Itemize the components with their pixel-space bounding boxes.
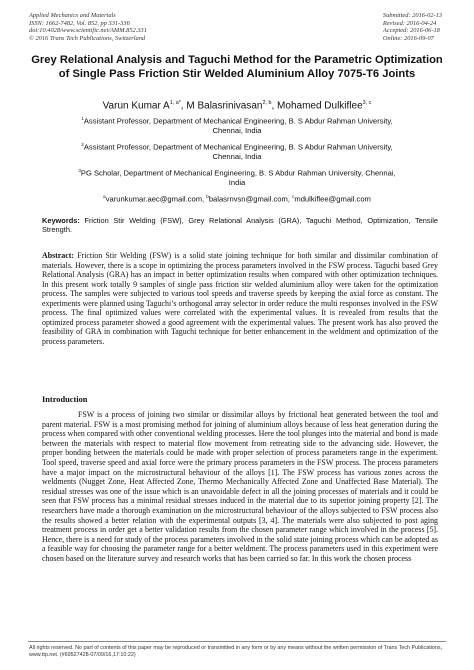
abstract-label: Abstract: — [42, 251, 74, 260]
abstract-text: Friction Stir Welding (FSW) is a solid state joining technique for both similar and dissimilar combination of materials. However, there is a scope in optimizing the process parameters involved in the FSW process. Taguchi based Grey Relational Analysis (GRA) has an impact in better optimization results when compared with other optimization techniques. In this present work totally 9 samples of single pass friction stir welded aluminium alloy were taken for the optimization process. The samples were subjected to various tool speeds and traverse speeds by keeping the axial force as constant. The experiments were planned using Taguchi’s orthogonal array selector in order reduce the multi responses involved in the FSW process. The final optimized values were correlated with the experimental values. It is revealed from results that the optimized process parameter showed a good agreement with the experimental values. The present work has also proved the feasibility of GRA in combination with Taguchi technique for better enhancement in the weldment and optimization of the process parameters. — [42, 251, 438, 346]
journal-doi[interactable]: doi:10.4028/www.scientific.net/AMM.852.331 — [29, 27, 147, 35]
revised-date: Revised: 2016-04-24 — [382, 19, 437, 27]
affiliation-1-line-1: Assistant Professor, Department of Mechanical Engineering, B. S Abdur Rahman University, — [83, 116, 393, 126]
author-3-sup: 3, c — [362, 100, 372, 106]
introduction-paragraph: FSW is a process of joining two similar or dissimilar alloys by frictional heat generated between the tool and parent material. FSW is a most promising method for joining of aluminium alloys because of less heat generation during the process when compared with other conventional welding processes. Here the tool plunges into the material and bond is made between the materials with respect to material flow movement from retreating side to the advancing side. However, the proper bonding between the materials could be made with proper selection of process parameters range in the experiment. Tool speed, traverse speed and axial force were the primary process parameters in the FSW process. The process parameters have a major impact on the microstructural behaviour of the alloys [1]. The FSW process has various zones across the weldments (Nugget Zone, Heat Affected Zone, Thermo Mechanically Affected Zone and Unaffected Base Material). The residual stresses was one of the issue which is an unavoidable defect in all the joining processes of materials and it could be seen that FSW process has a minimal residual stresses induced in the material due to its superior joining property [2]. The researchers have made a thorough examination on the microstructural behaviour of the alloys subjected to FSW process also the results showed a better relation with the experimental outputs [3, 4]. The materials were also subjected to post aging treatment process in order get a better validation results from the chosen parameter range which involved in the process [5]. Hence, there is a need for study of the process parameters involved in the solid state joining process which can be adopted as a feasible way for choosing the parameter range for a better weldment. The process parameters used in this experiment were chosen based on the literature survey and research works that has been carried so far. In this work the chosen process — [42, 410, 438, 563]
keywords-label: Keywords: — [42, 216, 80, 225]
affiliation-3-line-1: PG Scholar, Department of Mechanical Engineering, B. S Abdur Rahman University, Chennai, — [80, 168, 396, 178]
author-2: , M Balasrinivasan — [180, 100, 263, 112]
email-b[interactable]: balasrnvsn@gmail.com, — [208, 194, 293, 204]
author-2-sup: 2, b — [262, 100, 272, 106]
section-heading-introduction: Introduction — [42, 395, 88, 404]
online-date: Online: 2016-09-07 — [382, 34, 434, 42]
affiliation-2-line-2: Chennai, India — [212, 152, 262, 162]
affiliation-1 — [28, 114, 446, 136]
author-list — [28, 97, 446, 112]
email-c[interactable]: mdulkiflee@gmail.com — [294, 194, 371, 204]
affiliation-2-line-1: Assistant Professor, Department of Mechanical Engineering, B. S Abdur Rahman University, — [83, 142, 393, 152]
email-b-sup: b — [206, 194, 209, 199]
affiliation-1-line-2: Chennai, India — [212, 126, 262, 136]
author-1: Varun Kumar A — [102, 100, 170, 112]
email-c-sup: c — [292, 194, 295, 199]
abstract — [42, 251, 438, 346]
affiliation-3-line-2: India — [228, 178, 246, 188]
affiliation-3-sup: 3 — [78, 168, 81, 173]
affiliation-2-sup: 2 — [81, 142, 84, 147]
submitted-date: Submitted: 2016-02-13 — [382, 12, 442, 19]
affiliation-1-sup: 1 — [81, 116, 84, 121]
journal-info — [29, 12, 147, 42]
email-a-sup: a — [103, 194, 106, 199]
journal-copyright: © 2016 Trans Tech Publications, Switzerland — [29, 34, 146, 42]
copyright-footer: All rights reserved. No part of contents of this paper may be reproduced or transmitted in any form or by any means without the written permission of Trans Tech Publications, www.ttp.net. (#69527428-07/09/16,17:10:22) — [29, 645, 443, 658]
keywords-text: Friction Stir Welding (FSW), Grey Relational Analysis (GRA), Taguchi Method, Optimization, Tensile Strength. — [42, 216, 438, 235]
accepted-date: Accepted: 2016-06-18 — [382, 27, 440, 35]
author-3: , Mohamed Dulkiflee — [271, 100, 363, 112]
paper-title: Grey Relational Analysis and Taguchi Method for the Parametric Optimization of Single Pass Friction Stir Welded Aluminium Alloy 7075-T6 Joints — [31, 54, 443, 80]
keywords — [42, 216, 438, 235]
email-list — [28, 192, 446, 204]
author-1-sup: 1, a* — [169, 100, 181, 106]
affiliation-2 — [28, 140, 446, 162]
journal-name: Applied Mechanics and Materials — [29, 12, 116, 19]
journal-issn: ISSN: 1662-7482, Vol. 852, pp 331-336 — [29, 19, 130, 27]
footer-divider — [28, 641, 446, 642]
email-a[interactable]: varunkumar.aec@gmail.com, — [105, 194, 207, 204]
affiliation-3 — [28, 166, 446, 188]
submission-dates — [383, 12, 442, 42]
